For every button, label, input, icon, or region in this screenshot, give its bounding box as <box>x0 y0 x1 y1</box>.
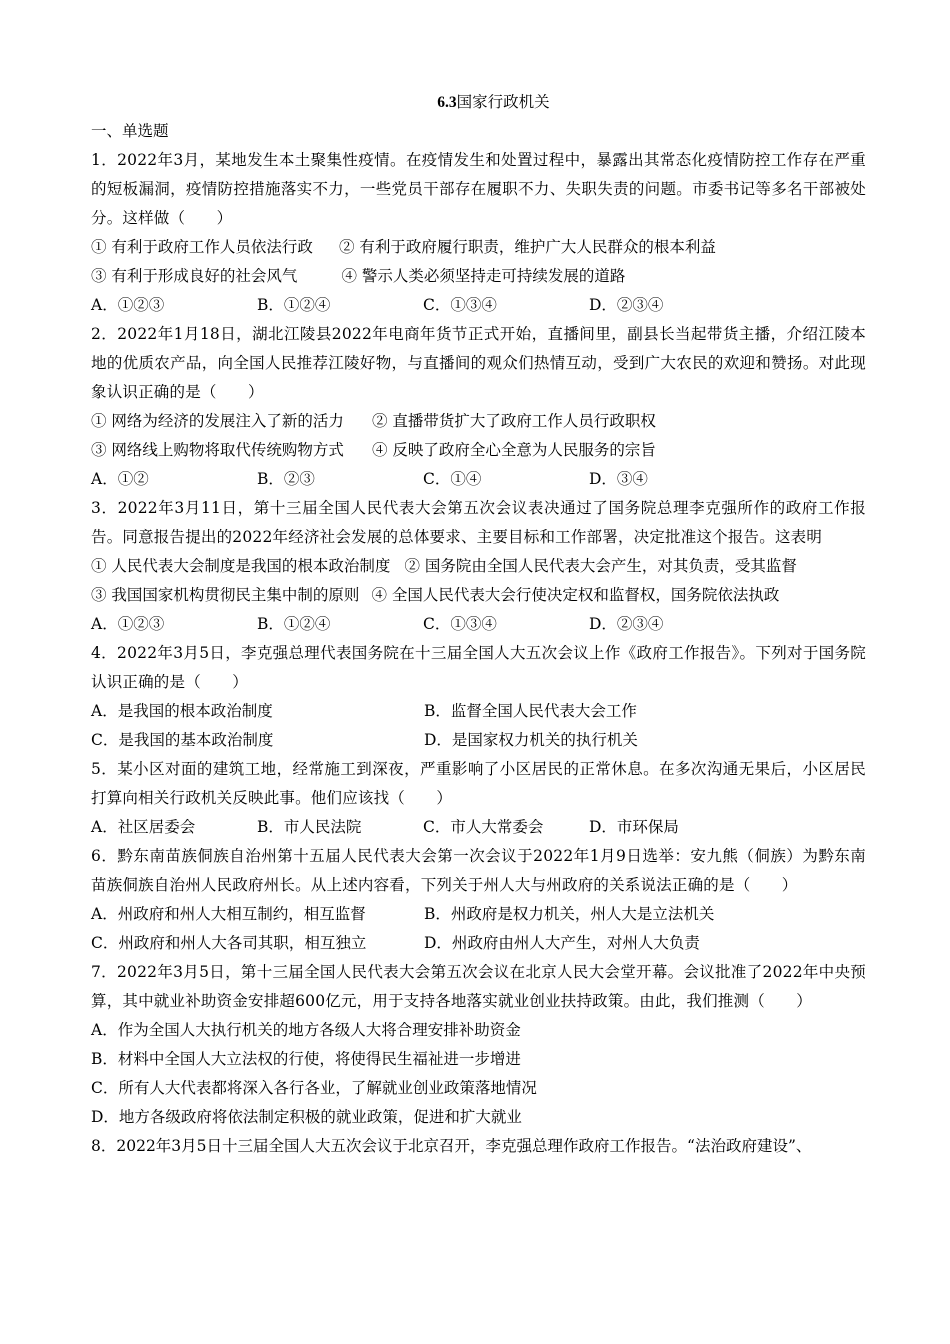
question-3 <box>91 494 866 639</box>
question-5 <box>91 755 866 842</box>
option-row <box>91 610 866 639</box>
question-7 <box>91 958 866 1132</box>
statement: ④ 全国人民代表大会行使决定权和监督权，国务院依法执政 <box>371 586 780 604</box>
option-c[interactable]: C．所有人大代表都将深入各行各业，了解就业创业政策落地情况 <box>91 1079 537 1097</box>
statement: ④ 反映了政府全心全意为人民服务的宗旨 <box>371 441 656 459</box>
statement: ① 网络为经济的发展注入了新的活力 <box>91 412 344 430</box>
question-6 <box>91 842 866 958</box>
statement-row <box>91 233 866 262</box>
statement: ④ 警示人类必须坚持走可持续发展的道路 <box>341 267 626 285</box>
title-number: 6.3 <box>437 94 457 111</box>
option-c[interactable]: C．①③④ <box>423 615 497 633</box>
option-a[interactable]: A．州政府和州人大相互制约，相互监督 <box>91 905 366 923</box>
statement: ③ 我国国家机构贯彻民主集中制的原则 <box>91 586 360 604</box>
option-row <box>91 465 866 494</box>
option-d[interactable]: D．州政府由州人大产生，对州人大负责 <box>424 934 700 952</box>
option-d[interactable]: D．②③④ <box>589 615 664 633</box>
statement: ③ 网络线上购物将取代传统购物方式 <box>91 441 344 459</box>
option-row <box>91 697 866 726</box>
statement: ① 有利于政府工作人员依法行政 <box>91 238 313 256</box>
question-stem: 7．2022年3月5日，第十三届全国人民代表大会第五次会议在北京人民大会堂开幕。会议批准了2022年中央预算，其中就业补助资金安排超600亿元，用于支持各地落实就业创业扶持政策。由此，我们推测（ ） <box>91 963 866 1010</box>
question-stem: 8．2022年3月5日十三届全国人大五次会议于北京召开，李克强总理作政府工作报告。“法治政府建设”、 <box>91 1137 812 1155</box>
section-heading: 一、单选题 <box>91 122 169 140</box>
option-b[interactable]: B．市人民法院 <box>257 818 362 836</box>
question-stem: 2．2022年1月18日，湖北江陵县2022年电商年货节正式开始，直播间里，副县长当起带货主播，介绍江陵本地的优质农产品，向全国人民推荐江陵好物，与直播间的观众们热情互动，受到广大农民的欢迎和赞扬。对此现象认识正确的是（ ） <box>91 325 866 401</box>
option-d[interactable]: D．③④ <box>589 470 648 488</box>
option-c[interactable]: C．①③④ <box>423 296 497 314</box>
option-c[interactable]: C．市人大常委会 <box>423 818 544 836</box>
statement: ② 直播带货扩大了政府工作人员行政职权 <box>371 412 656 430</box>
option-b[interactable]: B．监督全国人民代表大会工作 <box>424 702 637 720</box>
option-row <box>91 291 866 320</box>
statement-row <box>91 262 866 291</box>
option-d[interactable]: D．②③④ <box>589 296 664 314</box>
option-row <box>91 813 866 842</box>
statement-row <box>91 552 866 581</box>
option-b[interactable]: B．州政府是权力机关，州人大是立法机关 <box>424 905 715 923</box>
option-b[interactable]: B．①②④ <box>257 296 331 314</box>
option-c[interactable]: C．是我国的基本政治制度 <box>91 731 274 749</box>
document-page <box>91 88 866 1161</box>
statement: ① 人民代表大会制度是我国的根本政治制度 <box>91 557 391 575</box>
statement: ③ 有利于形成良好的社会风气 <box>91 267 298 285</box>
option-b[interactable]: B．②③ <box>257 470 315 488</box>
statement: ② 有利于政府履行职责，维护广大人民群众的根本利益 <box>338 238 716 256</box>
option-b[interactable]: B．材料中全国人大立法权的行使，将使得民生福祉进一步增进 <box>91 1050 521 1068</box>
statement: ② 国务院由全国人民代表大会产生，对其负责，受其监督 <box>404 557 797 575</box>
option-d[interactable]: D．是国家权力机关的执行机关 <box>424 731 638 749</box>
page-title <box>121 88 866 117</box>
option-c[interactable]: C．①④ <box>423 470 482 488</box>
option-c[interactable]: C．州政府和州人大各司其职，相互独立 <box>91 934 367 952</box>
question-stem: 1．2022年3月，某地发生本土聚集性疫情。在疫情发生和处置过程中，暴露出其常态化疫情防控工作存在严重的短板漏洞，疫情防控措施落实不力，一些党员干部存在履职不力、失职失责的问题。市委书记等多名干部被处分。这样做（ ） <box>91 151 866 227</box>
option-row <box>91 900 866 929</box>
option-a[interactable]: A．①② <box>91 470 149 488</box>
option-a[interactable]: A．社区居委会 <box>91 818 196 836</box>
option-a[interactable]: A．①②③ <box>91 615 165 633</box>
question-8 <box>91 1132 866 1161</box>
question-4 <box>91 639 866 755</box>
option-a[interactable]: A．是我国的根本政治制度 <box>91 702 273 720</box>
question-stem: 6．黔东南苗族侗族自治州第十五届人民代表大会第一次会议于2022年1月9日选举：安九熊（侗族）为黔东南苗族侗族自治州人民政府州长。从上述内容看，下列关于州人大与州政府的关系说法正确的是（ ） <box>91 847 866 894</box>
question-2 <box>91 320 866 494</box>
statement-row <box>91 436 866 465</box>
option-d[interactable]: D．市环保局 <box>589 818 679 836</box>
question-stem: 3．2022年3月11日，第十三届全国人民代表大会第五次会议表决通过了国务院总理李克强所作的政府工作报告。同意报告提出的2022年经济社会发展的总体要求、主要目标和工作部署，决定批准这个报告。这表明 <box>91 499 866 546</box>
option-a[interactable]: A．①②③ <box>91 296 165 314</box>
question-stem: 5．某小区对面的建筑工地，经常施工到深夜，严重影响了小区居民的正常休息。在多次沟通无果后，小区居民打算向相关行政机关反映此事。他们应该找（ ） <box>91 760 866 807</box>
option-row <box>91 929 866 958</box>
statement-row <box>91 581 866 610</box>
question-stem: 4．2022年3月5日，李克强总理代表国务院在十三届全国人大五次会议上作《政府工作报告》。下列对于国务院认识正确的是（ ） <box>91 644 866 691</box>
statement-row <box>91 407 866 436</box>
title-text: 国家行政机关 <box>456 93 550 111</box>
question-1 <box>91 146 866 320</box>
option-d[interactable]: D．地方各级政府将依法制定积极的就业政策，促进和扩大就业 <box>91 1108 522 1126</box>
option-b[interactable]: B．①②④ <box>257 615 331 633</box>
option-row <box>91 726 866 755</box>
option-a[interactable]: A．作为全国人大执行机关的地方各级人大将合理安排补助资金 <box>91 1021 521 1039</box>
